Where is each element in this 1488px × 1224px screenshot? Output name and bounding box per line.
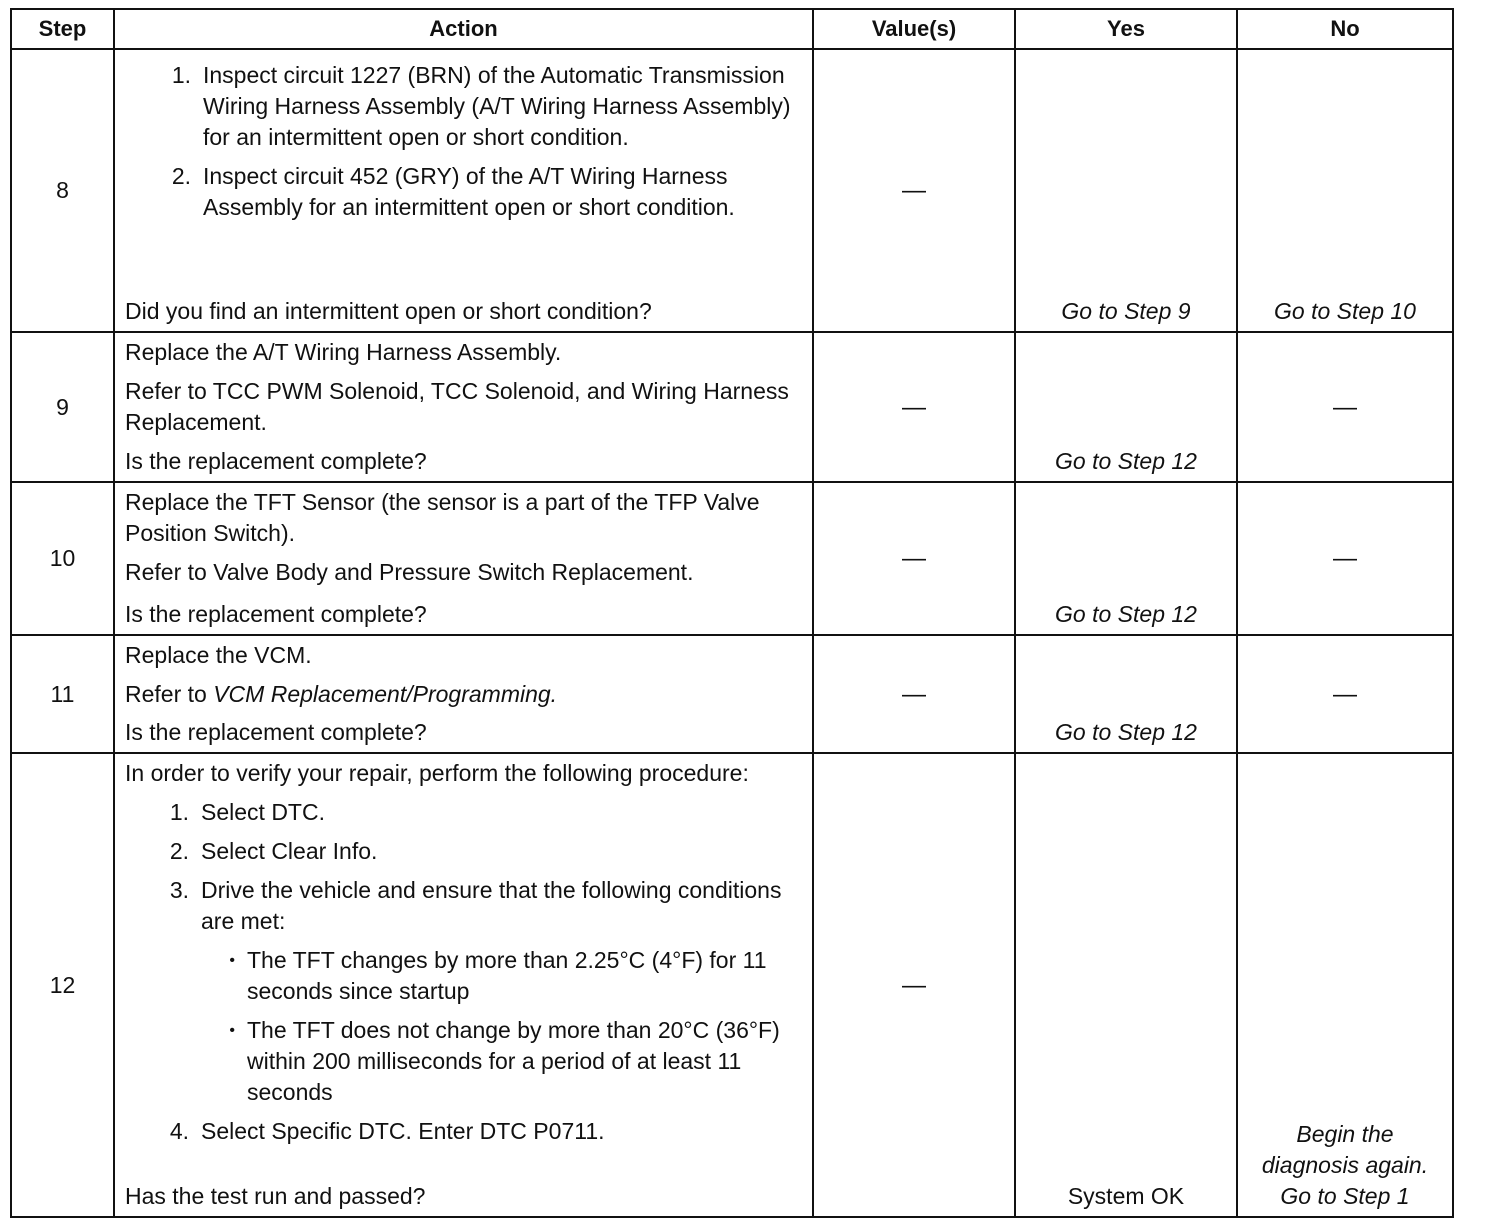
- action-cell: [113, 483, 812, 634]
- yes-result: System OK: [1067, 1183, 1185, 1209]
- action-text: In order to verify your repair, perform the following procedure:: [125, 760, 749, 786]
- table-row-step-9: [12, 331, 1452, 481]
- list-item: 1. Inspect circuit 1227 (BRN) of the Automatic Transmission Wiring Harness Assembly (A/T Wiring Harness Assembly) for an intermittent open or short condition.: [171, 62, 791, 150]
- no-dash: —: [1333, 545, 1357, 572]
- no-dash: —: [1333, 680, 1357, 708]
- reference-text: Refer to VCM Replacement/Programming.: [125, 681, 558, 707]
- bullet-item: • The TFT does not change by more than 20°C (36°F) within 200 milliseconds for a period of at least 11 seconds: [229, 1017, 780, 1105]
- value-dash: —: [902, 393, 926, 421]
- action-text: Replace the VCM.: [125, 642, 312, 668]
- question-text: Is the replacement complete?: [125, 719, 427, 745]
- question-text: Has the test run and passed?: [125, 1183, 426, 1209]
- step-number: 8: [56, 177, 69, 203]
- table-row-step-12: [12, 752, 1452, 1216]
- reference-link: VCM Replacement/Programming.: [213, 681, 558, 707]
- yes-link[interactable]: Go to Step 12: [1055, 448, 1197, 474]
- question-text: Is the replacement complete?: [125, 601, 427, 627]
- yes-link[interactable]: Go to Step 12: [1055, 601, 1197, 627]
- question-text: Did you find an intermittent open or short condition?: [125, 298, 652, 324]
- list-item: 3. Drive the vehicle and ensure that the following conditions are met:: [169, 877, 782, 934]
- yes-link[interactable]: Go to Step 12: [1055, 719, 1197, 745]
- header-no: No: [1236, 10, 1452, 48]
- table-header-row: [12, 10, 1452, 48]
- action-text: Replace the A/T Wiring Harness Assembly.: [125, 339, 562, 365]
- value-dash: —: [902, 177, 926, 204]
- action-cell: [113, 754, 812, 1216]
- question-text: Is the replacement complete?: [125, 448, 427, 474]
- action-cell: [113, 636, 812, 752]
- header-yes: Yes: [1014, 10, 1236, 48]
- list-item: 1. Select DTC.: [169, 799, 325, 825]
- step-number: 9: [56, 393, 69, 420]
- reference-text: Refer to TCC PWM Solenoid, TCC Solenoid, and Wiring Harness Replacement.: [125, 378, 789, 435]
- bullet-item: • The TFT changes by more than 2.25°C (4°F) for 11 seconds since startup: [229, 947, 767, 1004]
- step-number: 10: [49, 545, 76, 571]
- list-item: 2. Inspect circuit 452 (GRY) of the A/T Wiring Harness Assembly for an intermittent open or short condition.: [171, 163, 735, 220]
- value-dash: —: [902, 680, 926, 708]
- list-item: 4. Select Specific DTC. Enter DTC P0711.: [169, 1118, 605, 1144]
- table-row-step-8: [12, 48, 1452, 331]
- header-values: Value(s): [812, 10, 1014, 48]
- header-action: Action: [113, 10, 812, 48]
- yes-link[interactable]: Go to Step 9: [1061, 298, 1191, 324]
- no-link[interactable]: Go to Step 10: [1274, 298, 1416, 324]
- value-dash: —: [902, 545, 926, 572]
- step-number: 12: [49, 971, 76, 998]
- list-item: 2. Select Clear Info.: [169, 838, 378, 864]
- action-cell: [113, 333, 812, 481]
- value-dash: —: [902, 971, 926, 999]
- action-text: Replace the TFT Sensor (the sensor is a part of the TFP Valve Position Switch).: [125, 489, 760, 546]
- table-row-step-11: [12, 634, 1452, 752]
- reference-text: Refer to Valve Body and Pressure Switch Replacement.: [125, 559, 694, 585]
- no-dash: —: [1333, 393, 1357, 421]
- header-step: Step: [38, 16, 87, 41]
- step-number: 11: [50, 680, 75, 707]
- action-cell: [113, 50, 812, 331]
- table-row-step-10: [12, 481, 1452, 634]
- diagnostic-table: [10, 8, 1454, 1218]
- no-link[interactable]: Begin the diagnosis again. Go to Step 1: [1261, 1121, 1429, 1209]
